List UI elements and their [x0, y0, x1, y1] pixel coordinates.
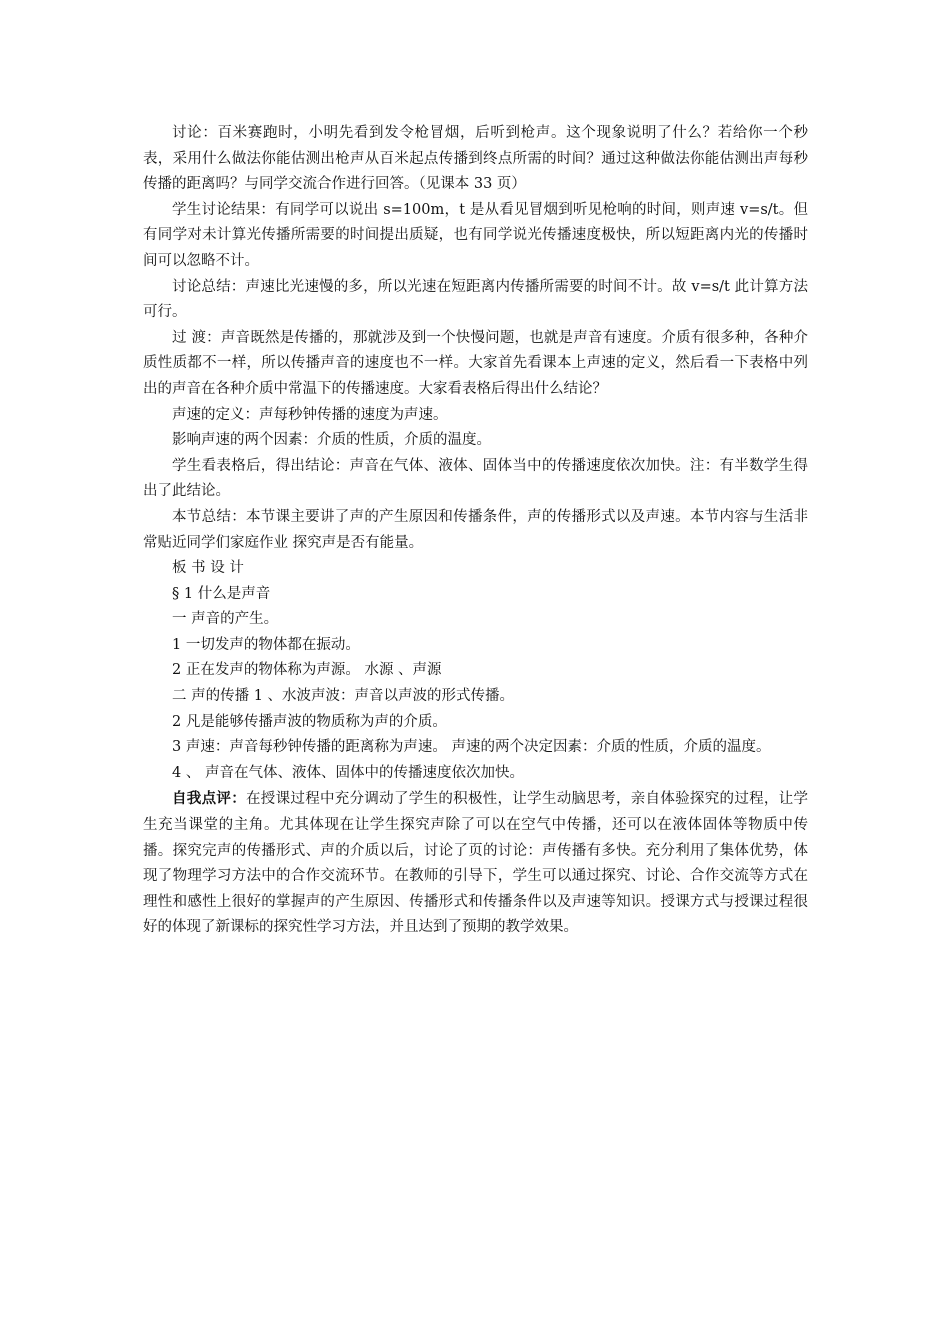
transition-paragraph: 过 渡：声音既然是传播的，那就涉及到一个快慢问题，也就是声音有速度。介质有很多种，各种介质性质都不一样，所以传播声音的速度也不一样。大家首先看课本上声速的定义，然后看一下表格中列出的声音在各种介质中常温下的传播速度。大家看表格后得出什么结论？ [143, 329, 808, 397]
board-line-4: 二 声的传播 1 、水波声波：声音以声波的形式传播。 [172, 688, 515, 705]
section-summary-paragraph: 本节总结：本节课主要讲了声的产生原因和传播条件，声的传播形式以及声速。本节内容与生活非常贴近同学们家庭作业 探究声是否有能量。 [143, 508, 808, 551]
self-evaluation-paragraph [143, 786, 808, 941]
board-line-6: 3 声速：声音每秒钟传播的距离称为声速。 声速的两个决定因素：介质的性质，介质的温度。 [172, 739, 771, 756]
board-line-3: 2 正在发声的物体称为声源。 水源 、声源 [172, 662, 442, 679]
document-page [143, 121, 808, 941]
board-line-1: 一 声音的产生。 [172, 611, 279, 628]
speed-definition-paragraph: 声速的定义：声每秒钟传播的速度为声速。 [172, 406, 448, 423]
discussion-summary-paragraph: 讨论总结：声速比光速慢的多，所以光速在短距离内传播所需要的时间不计。故 v=s/t 此计算方法可行。 [143, 278, 808, 321]
board-section-heading: § 1 什么是声音 [172, 585, 271, 602]
discussion-paragraph: 讨论：百米赛跑时，小明先看到发令枪冒烟，后听到枪声。这个现象说明了什么？若给你一个秒表，采用什么做法你能估测出枪声从百米起点传播到终点所需的时间？通过这种做法你能估测出声每秒传播的距离吗？与同学交流合作进行回答。（见课本 33 页） [143, 125, 808, 193]
speed-factors-paragraph: 影响声速的两个因素：介质的性质，介质的温度。 [172, 432, 491, 449]
self-evaluation-text: 在授课过程中充分调动了学生的积极性，让学生动脑思考，亲自体验探究的过程，让学生充当课堂的主角。尤其体现在让学生探究声除了可以在空气中传播，还可以在液体固体等物质中传播。探究完声的传播形式、声的介质以后，讨论了页的讨论：声传播有多快。充分利用了集体优势，体现了物理学习方法中的合作交流环节。在教师的引导下，学生可以通过探究、讨论、合作交流等方式在理性和感性上很好的掌握声的产生原因、传播形式和传播条件以及声速等知识。授课方式与授课过程很好的体现了新课标的探究性学习方法，并且达到了预期的教学效果。 [143, 791, 809, 936]
board-design-title: 板 书 设 计 [172, 560, 244, 577]
student-result-paragraph: 学生讨论结果：有同学可以说出 s=100m，t 是从看见冒烟到听见枪响的时间，则声速 v=s/t。但有同学对未计算光传播所需要的时间提出质疑，也有同学说光传播速度极快，所以短距离内光的传播时间可以忽略不计。 [143, 201, 808, 269]
self-evaluation-label: 自我点评： [172, 790, 246, 808]
board-line-2: 1 一切发声的物体都在振动。 [172, 636, 360, 653]
table-conclusion-paragraph: 学生看表格后，得出结论：声音在气体、液体、固体当中的传播速度依次加快。注：有半数学生得出了此结论。 [143, 457, 808, 500]
board-line-5: 2 凡是能够传播声波的物质称为声的介质。 [172, 713, 447, 730]
board-line-7: 4 、 声音在气体、液体、固体中的传播速度依次加快。 [172, 764, 524, 781]
